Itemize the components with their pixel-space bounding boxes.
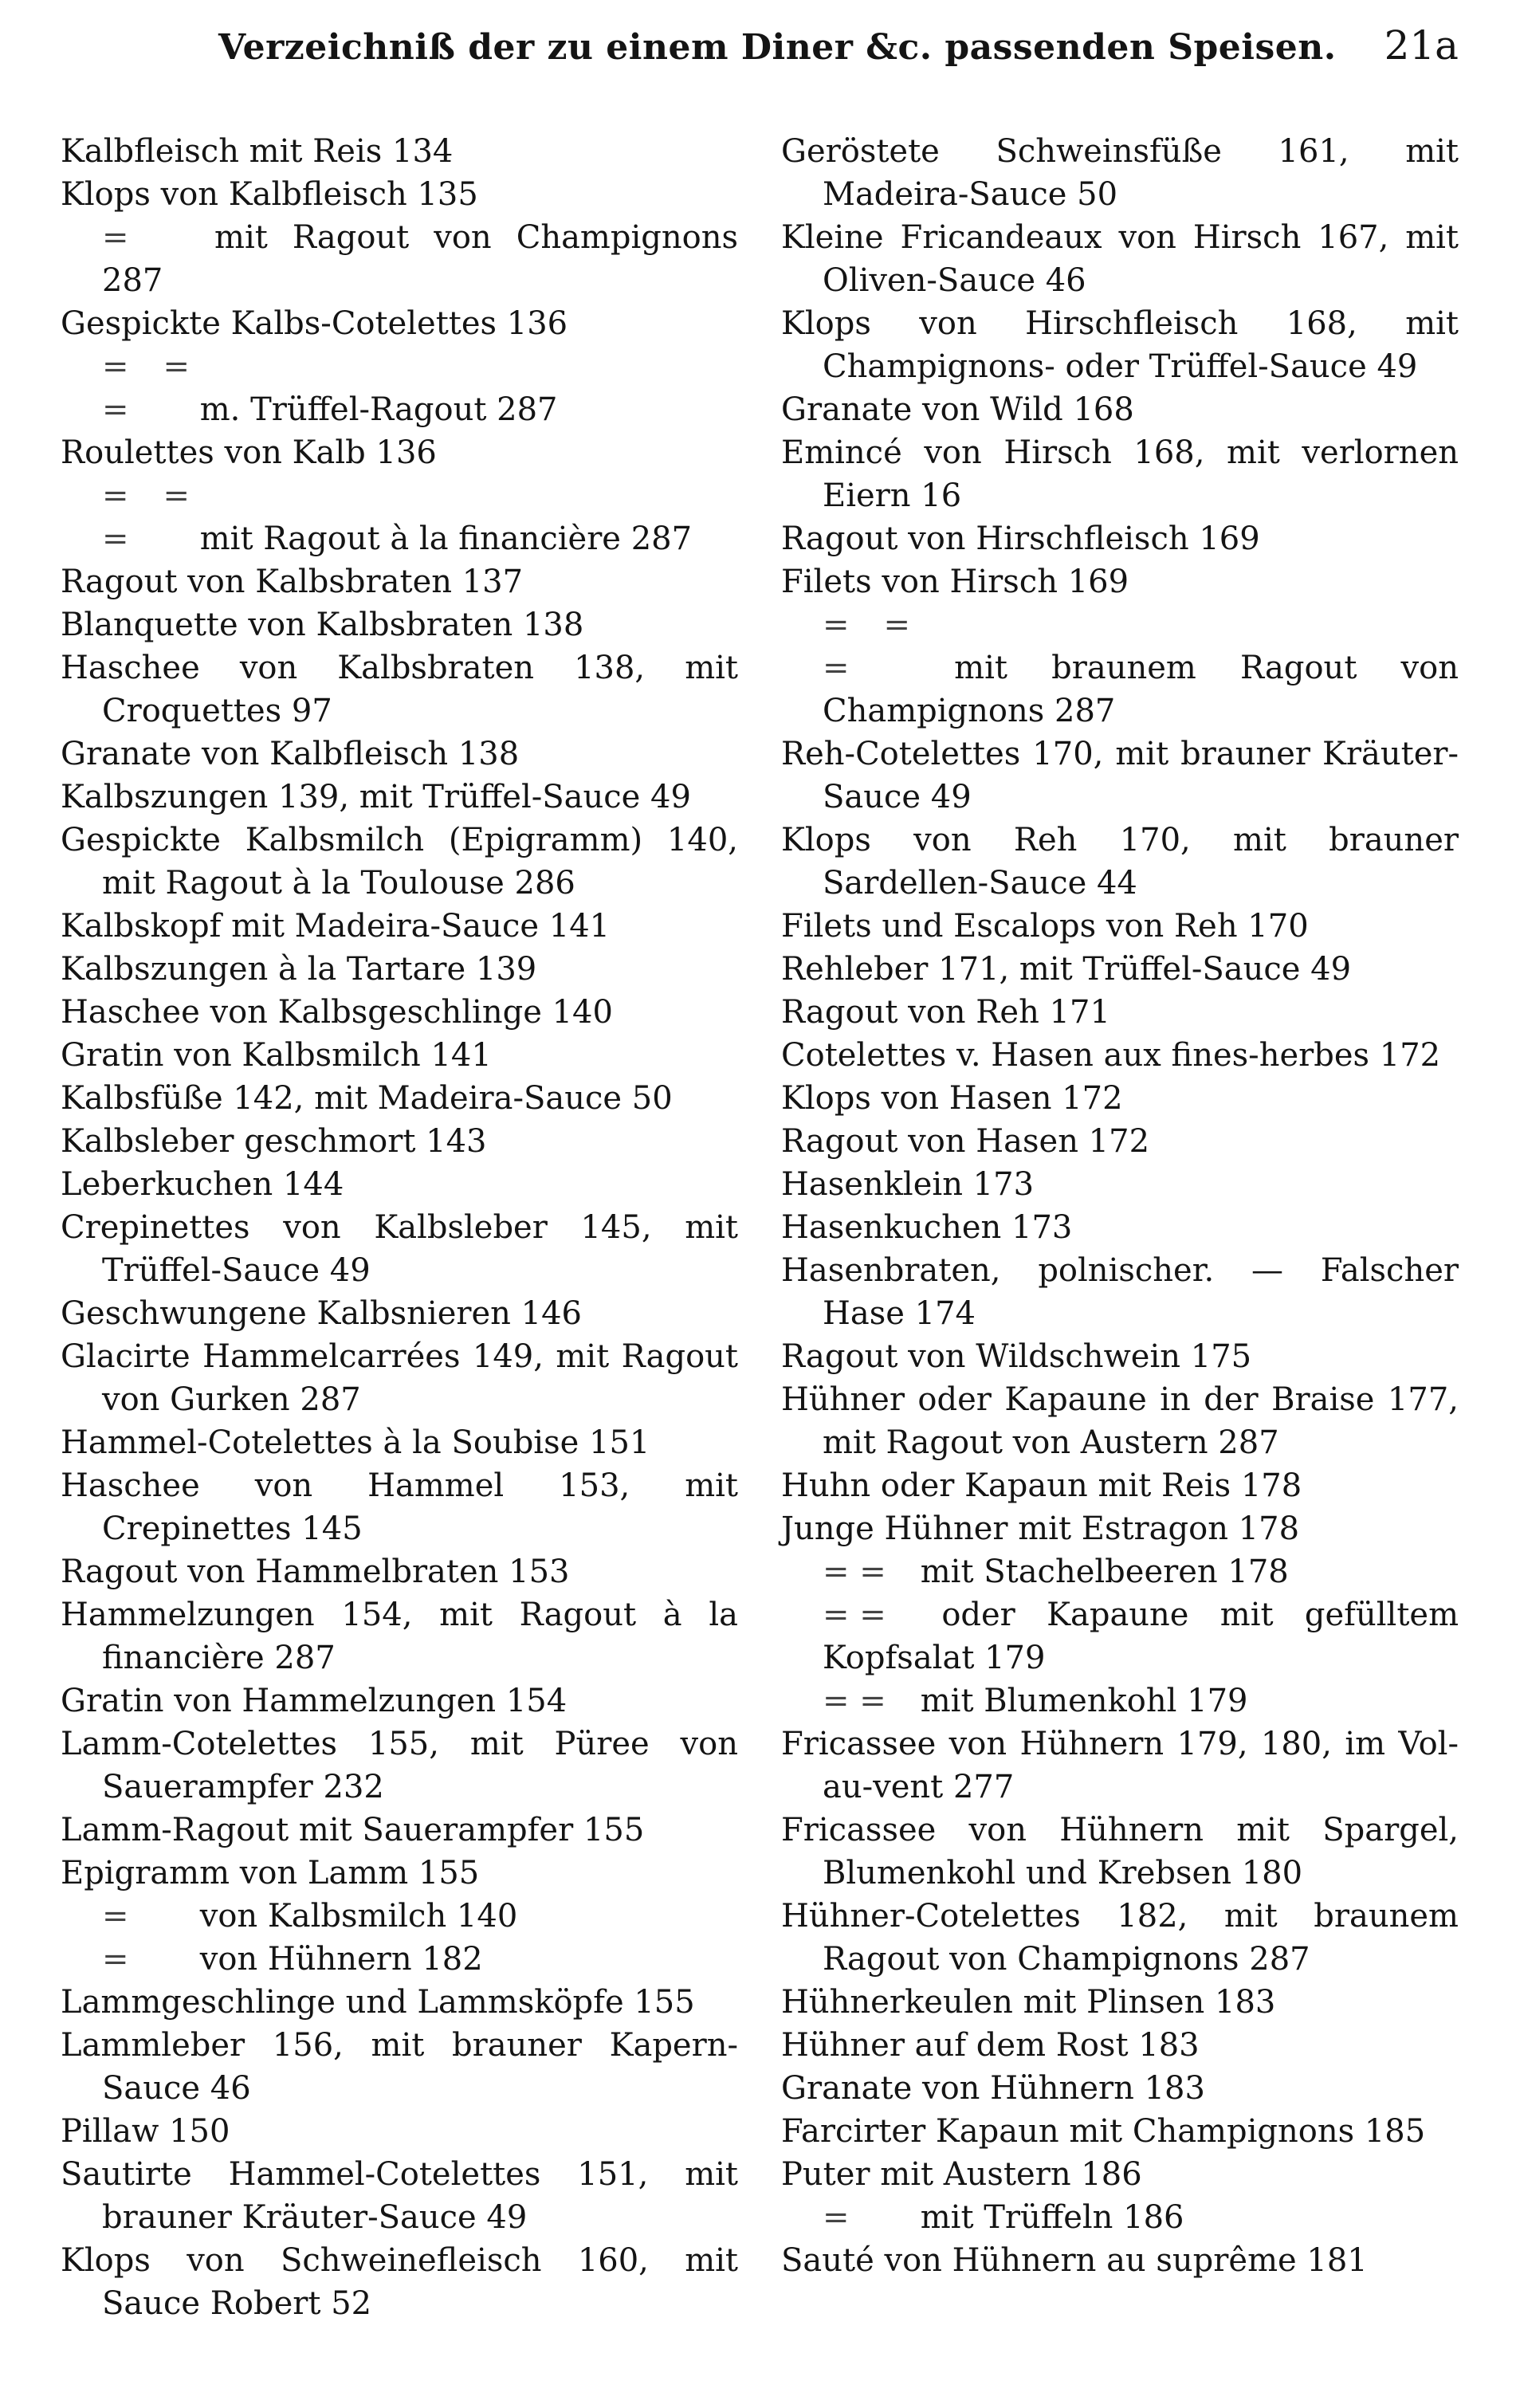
index-entry <box>781 991 1459 1034</box>
index-entry <box>781 1335 1459 1378</box>
index-entry-text: Granate von Kalbfleisch 138 <box>61 736 520 772</box>
index-entry-text: Cotelettes v. Hasen aux fines-herbes 172 <box>781 1037 1441 1074</box>
index-entry-text: Granate von Wild 168 <box>781 391 1134 428</box>
index-entry-text: Filets von Hirsch 169 <box>781 564 1129 600</box>
right-column <box>781 130 1459 2282</box>
index-entry <box>61 1292 738 1335</box>
index-entry-text: Hammel-Cotelettes à la Soubise 151 <box>61 1424 650 1461</box>
index-entry <box>61 345 738 431</box>
index-entry <box>61 1852 738 1895</box>
index-entry-text: Ragout von Kalbsbraten 137 <box>61 564 524 600</box>
index-entry <box>781 1550 1459 1593</box>
ditto-mark: = = = <box>102 477 190 557</box>
index-entry <box>61 1723 738 1809</box>
index-entry-text: mit Trüffeln 186 <box>920 2199 1184 2236</box>
index-entry-text: Granate von Hühnern 183 <box>781 2070 1205 2107</box>
index-entry <box>781 1679 1459 1723</box>
index-entry <box>61 1120 738 1163</box>
index-entry-text: Hühner auf dem Rost 183 <box>781 2027 1200 2064</box>
index-entry-text: Epigramm von Lamm 155 <box>61 1855 480 1891</box>
index-entry-text: Hammelzungen 154, mit Ragout à la financière 287 <box>61 1597 738 1676</box>
index-entry-text: mit braunem Ragout von Champignons 287 <box>823 650 1459 729</box>
index-entry <box>781 1378 1459 1464</box>
ditto-mark: = = = <box>823 607 910 686</box>
index-entry <box>61 1464 738 1550</box>
ditto-mark: = = = <box>102 348 190 428</box>
index-entry-text: Farcirter Kapaun mit Champignons 185 <box>781 2113 1426 2150</box>
index-entry-text: Leberkuchen 144 <box>61 1166 344 1203</box>
index-entry <box>781 733 1459 819</box>
index-entry-text: Geröstete Schweinsfüße 161, mit Madeira-Sauce 50 <box>781 133 1459 213</box>
index-entry-text: Fricassee von Hühnern 179, 180, im Vol-au-vent 277 <box>781 1726 1459 1805</box>
index-entry-text: Roulettes von Kalb 136 <box>61 434 437 471</box>
index-entry-text: Kalbskopf mit Madeira-Sauce 141 <box>61 908 611 945</box>
index-entry <box>61 1335 738 1421</box>
index-entry <box>61 431 738 474</box>
index-entry-text: Haschee von Kalbsgeschlinge 140 <box>61 994 613 1031</box>
index-entry <box>781 1723 1459 1809</box>
index-entry-text: Kalbsleber geschmort 143 <box>61 1123 487 1160</box>
index-entry <box>781 2153 1459 2196</box>
index-entry-text: Gespickte Kalbs-Cotelettes 136 <box>61 305 568 342</box>
index-entry-text: Hasenklein 173 <box>781 1166 1035 1203</box>
index-entry-text: Lamm-Ragout mit Sauerampfer 155 <box>61 1812 645 1848</box>
index-entry <box>61 130 738 173</box>
index-entry <box>781 1163 1459 1206</box>
index-entry <box>781 517 1459 560</box>
index-entry <box>61 216 738 302</box>
index-entry <box>61 2239 738 2325</box>
index-entry <box>781 1249 1459 1335</box>
index-entry <box>61 2110 738 2153</box>
index-entry-text: Fricassee von Hühnern mit Spargel, Blumenkohl und Krebsen 180 <box>781 1812 1459 1891</box>
index-entry-text: Kleine Fricandeaux von Hirsch 167, mit Oliven-Sauce 46 <box>781 219 1459 299</box>
index-entry-text: Lammleber 156, mit brauner Kapern-Sauce 46 <box>61 2027 738 2107</box>
index-entry <box>781 1593 1459 1679</box>
index-entry <box>61 646 738 733</box>
index-entry <box>61 819 738 905</box>
index-entry <box>61 302 738 345</box>
index-entry-text: Ragout von Hammelbraten 153 <box>61 1554 570 1590</box>
index-entry-text: Hasenkuchen 173 <box>781 1209 1073 1246</box>
index-entry-text: Emincé von Hirsch 168, mit verlornen Eiern 16 <box>781 434 1459 514</box>
page-number: 21a <box>1384 22 1459 69</box>
index-entry <box>781 2024 1459 2067</box>
page-header <box>215 22 1459 86</box>
index-entry-text: Geschwungene Kalbsnieren 146 <box>61 1295 583 1332</box>
index-entry <box>61 1593 738 1679</box>
index-entry <box>61 173 738 216</box>
index-entry-text: Huhn oder Kapaun mit Reis 178 <box>781 1467 1302 1504</box>
index-entry-text: Ragout von Reh 171 <box>781 994 1110 1031</box>
index-entry-text: Sautirte Hammel-Cotelettes 151, mit brauner Kräuter-Sauce 49 <box>61 2156 738 2236</box>
index-entry-text: Blanquette von Kalbsbraten 138 <box>61 607 584 643</box>
index-entry <box>61 474 738 560</box>
index-entry <box>61 1550 738 1593</box>
index-entry <box>781 1206 1459 1249</box>
index-entry-text: Klops von Kalbfleisch 135 <box>61 176 478 213</box>
page-title: Verzeichniß der zu einem Diner &c. passenden Speisen. <box>218 27 1337 68</box>
index-entry <box>781 1809 1459 1895</box>
index-entry-text: Crepinettes von Kalbsleber 145, mit Trüffel-Sauce 49 <box>61 1209 738 1289</box>
index-entry <box>781 302 1459 388</box>
index-entry-text: mit Ragout à la financière 287 <box>199 520 693 557</box>
index-entry <box>781 2067 1459 2110</box>
index-entry <box>61 603 738 646</box>
index-entry-text: Hühner oder Kapaune in der Braise 177, mit Ragout von Austern 287 <box>781 1381 1459 1461</box>
index-entry <box>61 2153 738 2239</box>
index-entry-text: Hasenbraten, polnischer. — Falscher Hase 174 <box>781 1252 1459 1332</box>
index-entry-text: mit Ragout von Champignons 287 <box>102 219 738 299</box>
index-entry <box>781 819 1459 905</box>
index-entry <box>61 1421 738 1464</box>
index-entry-text: Rehleber 171, mit Trüffel-Sauce 49 <box>781 951 1352 988</box>
index-entry-text: Lamm-Cotelettes 155, mit Püree von Sauerampfer 232 <box>61 1726 738 1805</box>
index-entry <box>781 2196 1459 2239</box>
index-entry-text: Pillaw 150 <box>61 2113 230 2150</box>
index-entry <box>781 1464 1459 1507</box>
index-entry <box>781 1034 1459 1077</box>
index-entry <box>61 1981 738 2024</box>
index-entry <box>61 776 738 819</box>
index-entry-text: Kalbsfüße 142, mit Madeira-Sauce 50 <box>61 1080 673 1117</box>
index-entry-text: Glacirte Hammelcarrées 149, mit Ragout von Gurken 287 <box>61 1338 738 1418</box>
index-entry-text: Klops von Reh 170, mit brauner Sardellen-Sauce 44 <box>781 822 1459 902</box>
index-entry-text: Gespickte Kalbsmilch (Epigramm) 140, mit Ragout à la Toulouse 286 <box>61 822 738 902</box>
index-entry <box>781 1120 1459 1163</box>
index-entry <box>781 603 1459 733</box>
index-entry-text: Kalbfleisch mit Reis 134 <box>61 133 454 170</box>
ditto-mark: = <box>102 1941 129 1978</box>
ditto-mark: = = <box>823 1597 886 1633</box>
index-entry <box>61 1938 738 1981</box>
index-entry <box>61 560 738 603</box>
index-entry-text: Junge Hühner mit Estragon 178 <box>781 1510 1300 1547</box>
index-entry <box>61 905 738 948</box>
ditto-mark: = = <box>823 1683 886 1719</box>
index-entry <box>781 216 1459 302</box>
ditto-mark: = <box>102 1898 129 1935</box>
index-entry <box>781 388 1459 431</box>
index-entry <box>781 130 1459 216</box>
left-column <box>61 130 738 2325</box>
index-entry <box>61 1809 738 1852</box>
index-entry-text: Reh-Cotelettes 170, mit brauner Kräuter-Sauce 49 <box>781 736 1459 815</box>
index-entry <box>781 948 1459 991</box>
index-entry-text: mit Blumenkohl 179 <box>920 1683 1248 1719</box>
index-entry-text: Klops von Hasen 172 <box>781 1080 1123 1117</box>
index-entry-text: Kalbszungen à la Tartare 139 <box>61 951 537 988</box>
index-entry <box>61 1679 738 1723</box>
index-entry <box>781 1507 1459 1550</box>
index-entry <box>781 905 1459 948</box>
index-entry <box>781 560 1459 603</box>
index-entry <box>61 1895 738 1938</box>
index-entry-text: m. Trüffel-Ragout 287 <box>199 391 558 428</box>
index-entry-text: Lammgeschlinge und Lammsköpfe 155 <box>61 1984 695 2021</box>
index-entry-text: Hühner-Cotelettes 182, mit braunem Ragout von Champignons 287 <box>781 1898 1459 1978</box>
index-entry <box>61 1077 738 1120</box>
index-entry <box>61 2024 738 2110</box>
index-entry-text: Gratin von Kalbsmilch 141 <box>61 1037 492 1074</box>
index-entry <box>781 1895 1459 1981</box>
index-entry-text: von Kalbsmilch 140 <box>199 1898 518 1935</box>
index-entry-text: Filets und Escalops von Reh 170 <box>781 908 1309 945</box>
index-entry <box>61 991 738 1034</box>
index-entry-text: mit Stachelbeeren 178 <box>920 1554 1289 1590</box>
index-entry <box>61 948 738 991</box>
index-entry-text: Ragout von Hirschfleisch 169 <box>781 520 1260 557</box>
ditto-mark: = = <box>823 1554 886 1590</box>
index-entry-text: Ragout von Hasen 172 <box>781 1123 1150 1160</box>
index-entry <box>61 1034 738 1077</box>
index-entry-text: Klops von Schweinefleisch 160, mit Sauce Robert 52 <box>61 2242 738 2322</box>
index-entry-text: von Hühnern 182 <box>199 1941 483 1978</box>
index-entry-text: Haschee von Kalbsbraten 138, mit Croquettes 97 <box>61 650 738 729</box>
index-entry <box>61 1163 738 1206</box>
index-entry-text: oder Kapaune mit gefülltem Kopfsalat 179 <box>823 1597 1459 1676</box>
index-entry <box>781 431 1459 517</box>
index-entry <box>781 2239 1459 2282</box>
index-entry-text: Sauté von Hühnern au suprême 181 <box>781 2242 1368 2279</box>
index-entry <box>781 1077 1459 1120</box>
index-entry <box>781 1981 1459 2024</box>
ditto-mark: = <box>102 219 129 256</box>
index-entry-text: Kalbszungen 139, mit Trüffel-Sauce 49 <box>61 779 691 815</box>
index-entry-text: Haschee von Hammel 153, mit Crepinettes 145 <box>61 1467 738 1547</box>
index-entry-text: Klops von Hirschfleisch 168, mit Champignons- oder Trüffel-Sauce 49 <box>781 305 1459 385</box>
index-entry-text: Ragout von Wildschwein 175 <box>781 1338 1252 1375</box>
index-entry-text: Gratin von Hammelzungen 154 <box>61 1683 568 1719</box>
index-entry <box>781 2110 1459 2153</box>
index-entry-text: Puter mit Austern 186 <box>781 2156 1142 2193</box>
index-entry <box>61 733 738 776</box>
index-entry <box>61 1206 738 1292</box>
index-entry-text: Hühnerkeulen mit Plinsen 183 <box>781 1984 1276 2021</box>
ditto-mark: = <box>823 2199 850 2236</box>
